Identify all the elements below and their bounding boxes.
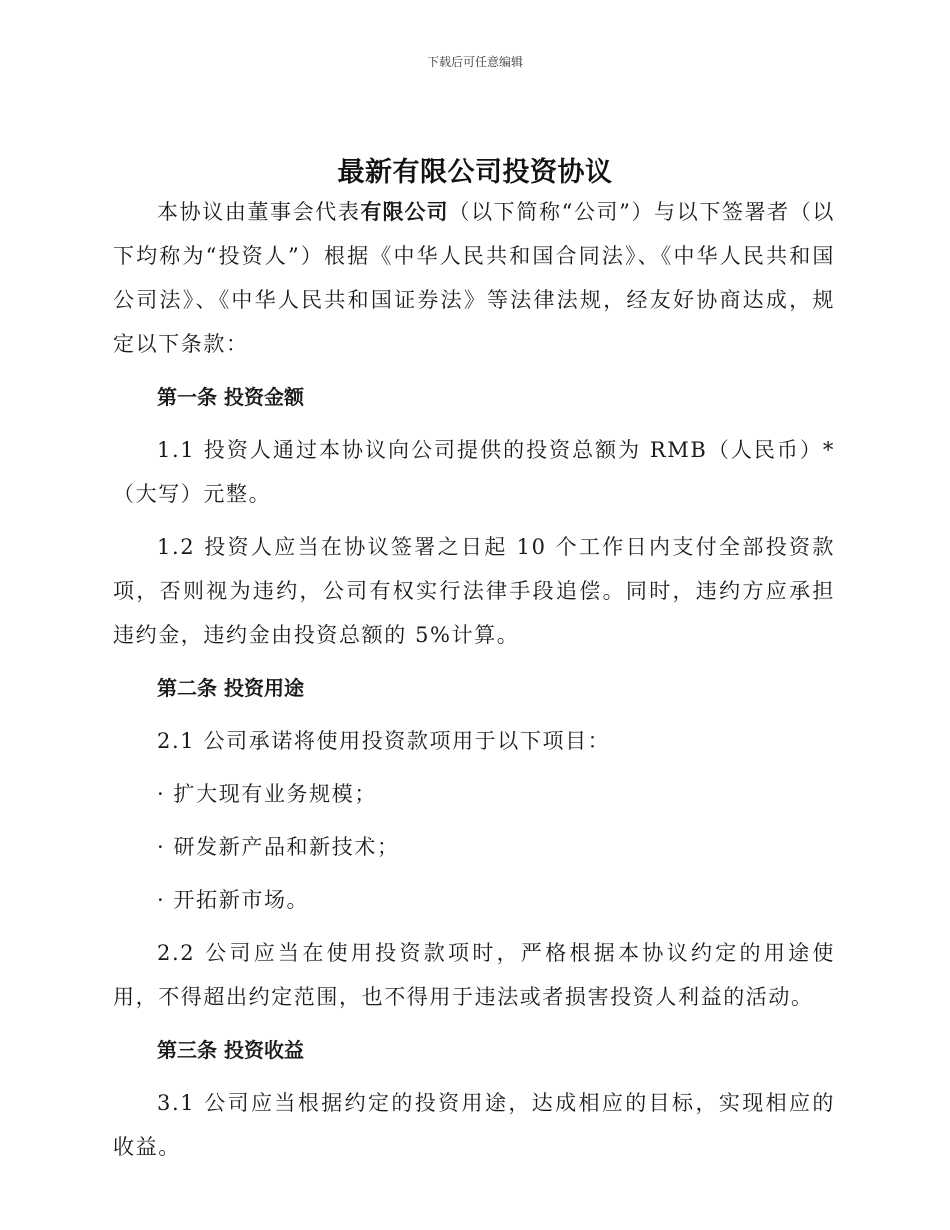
section-2-heading: 第二条 投资用途	[157, 676, 304, 700]
document-body	[113, 190, 835, 1169]
section-1-heading: 第一条 投资金额	[157, 385, 304, 409]
list-item: · 开拓新市场。	[157, 888, 310, 912]
document-title: 最新有限公司投资协议	[337, 157, 613, 188]
list-item: · 扩大现有业务规模；	[157, 782, 377, 806]
clause-2-2: 2.2 公司应当在使用投资款项时，严格根据本协议约定的用途使用，不得超出约定范围，也不得用于违法或者损害投资人利益的活动。	[113, 941, 835, 1009]
list-item: · 研发新产品和新技术；	[157, 835, 400, 859]
intro-company: 有限公司	[360, 200, 449, 224]
section-3-heading: 第三条 投资收益	[157, 1038, 304, 1062]
intro-paragraph	[113, 190, 835, 366]
clause-3-1: 3.1 公司应当根据约定的投资用途，达成相应的目标，实现相应的收益。	[113, 1091, 835, 1159]
intro-prefix: 本协议由董事会代表	[157, 200, 361, 224]
clause-1-1: 1.1 投资人通过本协议向公司提供的投资总额为 RMB（人民币）*（大写）元整。	[113, 438, 835, 506]
clause-1-2: 1.2 投资人应当在协议签署之日起 10 个工作日内支付全部投资款项，否则视为违约，公司有权实行法律手段追偿。同时，违约方应承担违约金，违约金由投资总额的 5%计算。	[113, 535, 835, 647]
clause-2-1: 2.1 公司承诺将使用投资款项用于以下项目：	[157, 729, 611, 753]
intro-rest: （以下简称“公司”）与以下签署者（以下均称为“投资人”）根据《中华人民共和国合同法》、《中华人民共和国公司法》、《中华人民共和国证券法》等法律法规，经友好协商达成，规定以下条款：	[113, 200, 835, 356]
header-note: 下载后可任意编辑	[426, 55, 523, 69]
